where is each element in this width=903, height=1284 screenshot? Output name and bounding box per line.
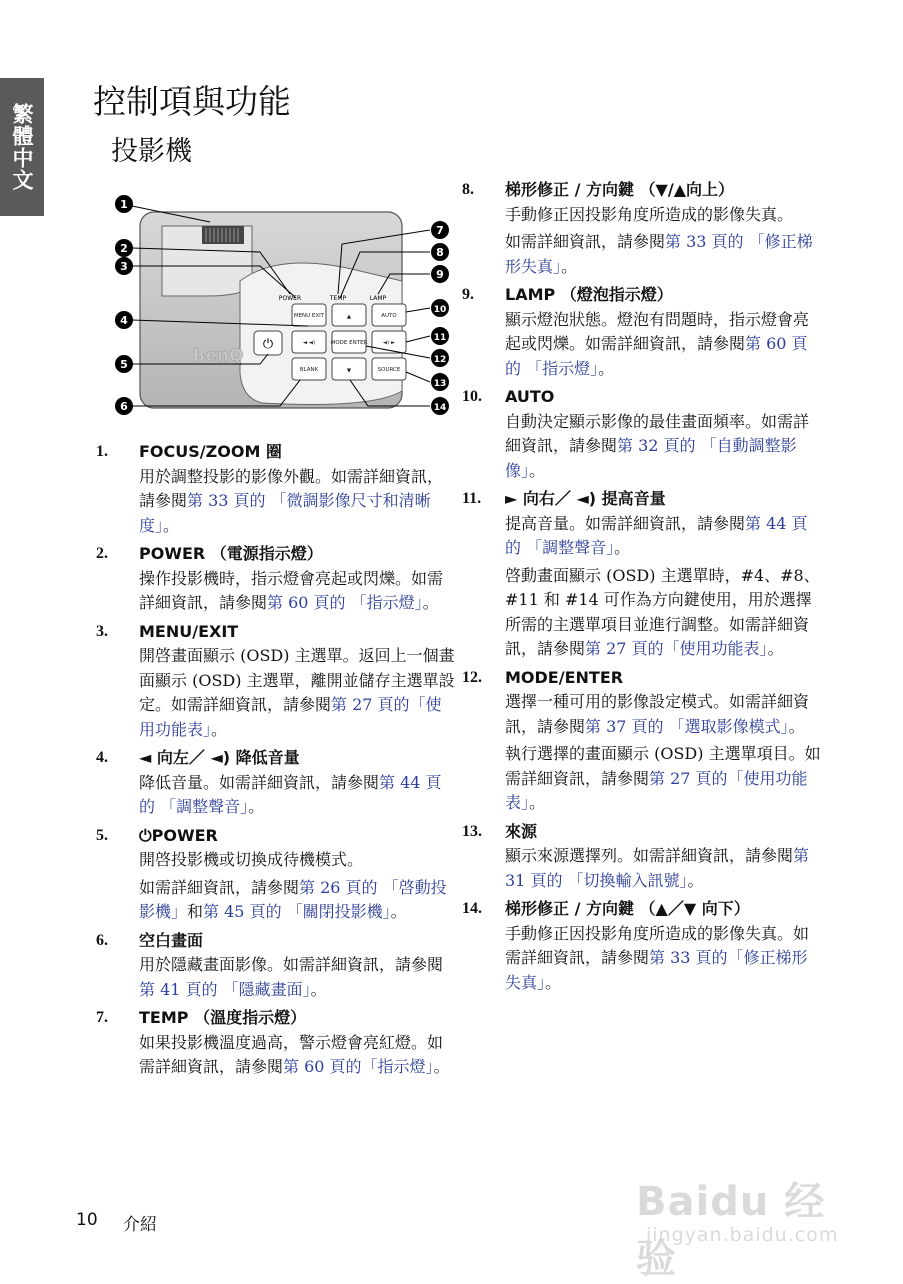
item-title: AUTO bbox=[505, 387, 555, 406]
callout-12: 12 bbox=[433, 355, 447, 365]
baidu-watermark bbox=[636, 1148, 866, 1282]
language-side-tab: 繁體中文 bbox=[0, 78, 44, 216]
item-text: 如需詳細資訊，請參閱 bbox=[505, 232, 666, 251]
item-description bbox=[139, 771, 456, 820]
item-text: 。 bbox=[422, 593, 439, 612]
item-number: 4. bbox=[96, 749, 108, 766]
item-text: 。 bbox=[310, 979, 327, 999]
watermark-sub: jingyan.baidu.com bbox=[646, 1224, 839, 1246]
cross-reference-link[interactable]: 第 27 頁的「使用功能表」 bbox=[505, 768, 808, 812]
item-title: POWER （電源指示燈） bbox=[139, 544, 323, 563]
item-text: 。 bbox=[390, 902, 407, 921]
item-paragraph bbox=[139, 465, 456, 539]
svg-text:MENU EXIT: MENU EXIT bbox=[293, 313, 325, 319]
projector-control-panel-figure bbox=[110, 186, 455, 421]
cross-reference-link[interactable]: 第 32 頁的 「自動調整影像」 bbox=[505, 436, 797, 480]
item-text: 執行選擇的畫面顯示 (OSD) 主選單項目。如需詳細資訊，請參閱 bbox=[505, 744, 821, 788]
item-title: TEMP （溫度指示燈） bbox=[139, 1008, 307, 1027]
item-text: 。 bbox=[687, 870, 704, 890]
svg-text:◄) ►: ◄) ► bbox=[382, 340, 396, 346]
item-paragraph bbox=[505, 512, 822, 561]
cross-reference-link[interactable]: 第 41 頁的 「隱藏畫面」 bbox=[139, 979, 311, 999]
list-item bbox=[462, 283, 822, 381]
item-heading bbox=[462, 666, 822, 691]
item-description bbox=[505, 690, 822, 816]
item-paragraph bbox=[505, 564, 822, 662]
item-text: 開啓投影機或切換成待機模式。 bbox=[139, 850, 364, 869]
item-paragraph bbox=[139, 848, 456, 873]
item-description bbox=[139, 465, 456, 539]
list-item bbox=[96, 746, 456, 820]
callout-1: 1 bbox=[120, 198, 128, 211]
item-text: 手動修正因投影角度所造成的影像失真。如需詳細資訊，請參閱 bbox=[505, 923, 810, 967]
list-item bbox=[96, 1006, 456, 1080]
item-number: 5. bbox=[96, 826, 108, 844]
item-number: 9. bbox=[462, 286, 474, 303]
list-item bbox=[96, 824, 456, 925]
item-title: MENU/EXIT bbox=[139, 621, 239, 641]
cross-reference-link[interactable]: 第 37 頁的 「選取影像模式」 bbox=[585, 716, 789, 736]
item-text: 手動修正因投影角度所造成的影像失真。 bbox=[505, 204, 794, 224]
svg-text:SOURCE: SOURCE bbox=[377, 367, 401, 373]
item-text: 選擇一種可用的影像設定模式。如需詳細資訊，請參閱 bbox=[505, 692, 810, 736]
item-paragraph bbox=[139, 567, 456, 616]
cross-reference-link[interactable]: 第 33 頁的「修正梯形失真」 bbox=[505, 948, 808, 992]
item-heading bbox=[96, 620, 456, 645]
cross-reference-link[interactable]: 第 45 頁的 「關閉投影機」 bbox=[203, 902, 391, 921]
label-power-indicator: POWER bbox=[278, 295, 302, 302]
items-left-column bbox=[96, 440, 456, 1084]
item-number: 6. bbox=[96, 931, 108, 949]
svg-text:AUTO: AUTO bbox=[381, 313, 397, 319]
item-text: 如需詳細資訊，請參閱 bbox=[139, 877, 300, 897]
item-text: 。 bbox=[614, 538, 631, 557]
item-paragraph bbox=[505, 844, 822, 893]
callout-4: 4 bbox=[120, 314, 128, 327]
list-item bbox=[462, 178, 822, 279]
item-description bbox=[505, 203, 822, 280]
item-title: LAMP （燈泡指示燈） bbox=[505, 285, 673, 304]
item-text: 顯示燈泡狀態。燈泡有問題時，指示燈會亮起或閃爍。如需詳細資訊，請參閱 bbox=[505, 309, 810, 353]
item-number: 1. bbox=[96, 443, 108, 460]
item-text: 提高音量。如需詳細資訊，請參閱 bbox=[505, 513, 746, 533]
item-description bbox=[139, 848, 456, 925]
item-description bbox=[139, 567, 456, 616]
callout-9: 9 bbox=[436, 268, 444, 281]
cross-reference-link[interactable]: 第 33 頁的 「修正梯形失真」 bbox=[505, 232, 813, 276]
power-icon: ⏻ bbox=[262, 337, 274, 352]
item-title: ◄ 向左／ ◄) 降低音量 bbox=[139, 748, 300, 767]
item-heading bbox=[96, 824, 456, 849]
footer-page-number: 10 bbox=[76, 1210, 98, 1230]
svg-text:BLANK: BLANK bbox=[299, 367, 319, 373]
callout-10: 10 bbox=[433, 305, 447, 315]
item-text: 如果投影機溫度過高，警示燈會亮紅燈。如需詳細資訊，請參閱 bbox=[139, 1032, 444, 1076]
item-description bbox=[505, 922, 822, 996]
svg-text:MODE ENTER: MODE ENTER bbox=[330, 340, 368, 346]
callout-3: 3 bbox=[120, 260, 128, 273]
item-title: ► 向右／ ◄) 提高音量 bbox=[505, 489, 666, 508]
item-paragraph bbox=[505, 690, 822, 739]
callout-2: 2 bbox=[120, 242, 128, 255]
item-title: 梯形修正 / 方向鍵 （▲／▼ 向下） bbox=[505, 899, 750, 918]
item-description bbox=[505, 844, 822, 893]
list-item bbox=[96, 929, 456, 1003]
item-description bbox=[505, 512, 822, 662]
item-text: 啓動畫面顯示 (OSD) 主選單時，#4、#8、#11 和 #14 可作為方向鍵使用，用於選擇所需的主選單項目並進行調整。如需詳細資訊，請參閱 bbox=[505, 565, 820, 658]
item-paragraph bbox=[139, 644, 456, 742]
item-number: 14. bbox=[462, 900, 482, 917]
item-text: 操作投影機時，指示燈會亮起或閃爍。如需詳細資訊，請參閱 bbox=[139, 568, 444, 612]
item-text: 。 bbox=[529, 460, 546, 480]
item-text: 顯示來源選擇列。如需詳細資訊，請參閱 bbox=[505, 846, 794, 865]
item-text: 開啓畫面顯示 (OSD) 主選單。返回上一個畫面顯示 (OSD) 主選單，離開並儲存主選單設定。如需詳細資訊，請參閱 bbox=[139, 646, 455, 714]
cross-reference-link[interactable]: 第 27 頁的「使用功能表」 bbox=[139, 695, 442, 739]
item-heading bbox=[96, 440, 456, 465]
item-number: 13. bbox=[462, 822, 482, 840]
item-text: 。 bbox=[433, 1057, 450, 1076]
label-lamp-indicator: LAMP bbox=[369, 295, 387, 302]
item-number: 7. bbox=[96, 1009, 108, 1026]
item-title: 空白畫面 bbox=[139, 930, 204, 950]
item-paragraph bbox=[139, 1031, 456, 1080]
item-description bbox=[139, 953, 456, 1002]
item-number: 11. bbox=[462, 490, 482, 507]
item-paragraph bbox=[505, 410, 822, 484]
item-title: 梯形修正 / 方向鍵 （▼/▲向上） bbox=[505, 180, 735, 199]
item-text: 和 bbox=[187, 902, 204, 921]
item-text: 用於隱藏畫面影像。如需詳細資訊，請參閱 bbox=[139, 955, 444, 974]
callout-6: 6 bbox=[120, 400, 128, 413]
item-text: 。 bbox=[545, 972, 562, 992]
list-item bbox=[462, 820, 822, 894]
item-number: 12. bbox=[462, 668, 482, 686]
cross-reference-link[interactable]: 第 60 頁的 「指示燈」 bbox=[505, 334, 808, 378]
item-paragraph bbox=[505, 230, 822, 279]
item-heading bbox=[462, 385, 822, 410]
item-paragraph bbox=[139, 771, 456, 820]
item-title: ⏻POWER bbox=[139, 825, 218, 845]
item-text: 。 bbox=[598, 358, 615, 378]
item-description bbox=[139, 644, 456, 742]
list-item bbox=[96, 542, 456, 616]
footer-section: 介紹 bbox=[123, 1215, 157, 1235]
item-number: 3. bbox=[96, 622, 108, 640]
list-item bbox=[462, 897, 822, 995]
item-text: 。 bbox=[767, 639, 784, 658]
item-heading bbox=[96, 542, 456, 567]
item-heading bbox=[462, 897, 822, 922]
item-paragraph bbox=[505, 742, 822, 816]
cross-reference-link[interactable]: 第 31 頁的 「切換輸入訊號」 bbox=[505, 846, 810, 890]
callout-7: 7 bbox=[436, 224, 444, 237]
callout-13: 13 bbox=[433, 379, 447, 389]
item-text: 用於調整投影的影像外觀。如需詳細資訊，請參閱 bbox=[139, 466, 444, 510]
item-title: MODE/ENTER bbox=[505, 667, 624, 687]
item-description bbox=[505, 308, 822, 382]
item-heading bbox=[96, 929, 456, 954]
item-text: 降低音量。如需詳細資訊，請參閱 bbox=[139, 772, 380, 792]
item-number: 2. bbox=[96, 545, 108, 562]
item-text: 。 bbox=[248, 797, 265, 816]
item-text: 。 bbox=[529, 793, 546, 812]
cross-reference-link[interactable]: 第 60 頁的「指示燈」 bbox=[283, 1057, 434, 1076]
callout-5: 5 bbox=[120, 358, 128, 371]
item-heading bbox=[96, 1006, 456, 1031]
item-title: 來源 bbox=[505, 821, 538, 841]
item-paragraph bbox=[505, 203, 822, 228]
item-paragraph bbox=[139, 876, 456, 925]
item-title: FOCUS/ZOOM 圈 bbox=[139, 442, 282, 461]
cross-reference-link[interactable]: 第 60 頁的 「指示燈」 bbox=[267, 593, 423, 612]
cross-reference-link[interactable]: 第 26 頁的 「啓動投影機」 bbox=[139, 877, 447, 921]
item-text: 。 bbox=[561, 256, 578, 276]
page-title: 控制項與功能 bbox=[93, 82, 291, 121]
item-number: 8. bbox=[462, 181, 474, 198]
item-description bbox=[505, 410, 822, 484]
cross-reference-link[interactable]: 第 27 頁的「使用功能表」 bbox=[585, 639, 768, 658]
item-text: 。 bbox=[163, 515, 180, 535]
callout-14: 14 bbox=[433, 403, 447, 413]
list-item bbox=[96, 620, 456, 743]
brand-logo: BenQ bbox=[192, 346, 244, 366]
item-heading bbox=[462, 283, 822, 308]
list-item bbox=[462, 385, 822, 483]
watermark-main: Baidu 经验 bbox=[636, 1179, 826, 1282]
item-heading bbox=[96, 746, 456, 771]
callout-8: 8 bbox=[436, 246, 444, 259]
item-heading bbox=[462, 178, 822, 203]
list-item bbox=[462, 487, 822, 662]
list-item bbox=[462, 666, 822, 816]
item-text: 。 bbox=[788, 716, 805, 736]
item-text: 自動決定顯示影像的最佳畫面頻率。如需詳細資訊，請參閱 bbox=[505, 411, 810, 455]
item-paragraph bbox=[505, 308, 822, 382]
item-heading bbox=[462, 820, 822, 845]
item-text: 。 bbox=[211, 719, 228, 739]
cross-reference-link[interactable]: 第 44 頁的 「調整聲音」 bbox=[505, 513, 808, 557]
svg-text:▼: ▼ bbox=[346, 368, 352, 374]
cross-reference-link[interactable]: 第 44 頁的 「調整聲音」 bbox=[139, 772, 442, 816]
item-paragraph bbox=[139, 953, 456, 1002]
svg-text:▲: ▲ bbox=[346, 314, 352, 320]
item-number: 10. bbox=[462, 388, 482, 405]
items-right-column bbox=[462, 178, 822, 999]
cross-reference-link[interactable]: 第 33 頁的 「微調影像尺寸和清晰度」 bbox=[139, 491, 431, 535]
section-title: 投影機 bbox=[111, 136, 192, 167]
item-heading bbox=[462, 487, 822, 512]
list-item bbox=[96, 440, 456, 538]
svg-text:◄ ◄): ◄ ◄) bbox=[302, 340, 316, 346]
item-paragraph bbox=[505, 922, 822, 996]
callout-11: 11 bbox=[433, 333, 447, 343]
item-description bbox=[139, 1031, 456, 1080]
label-temp-indicator: TEMP bbox=[329, 295, 347, 302]
